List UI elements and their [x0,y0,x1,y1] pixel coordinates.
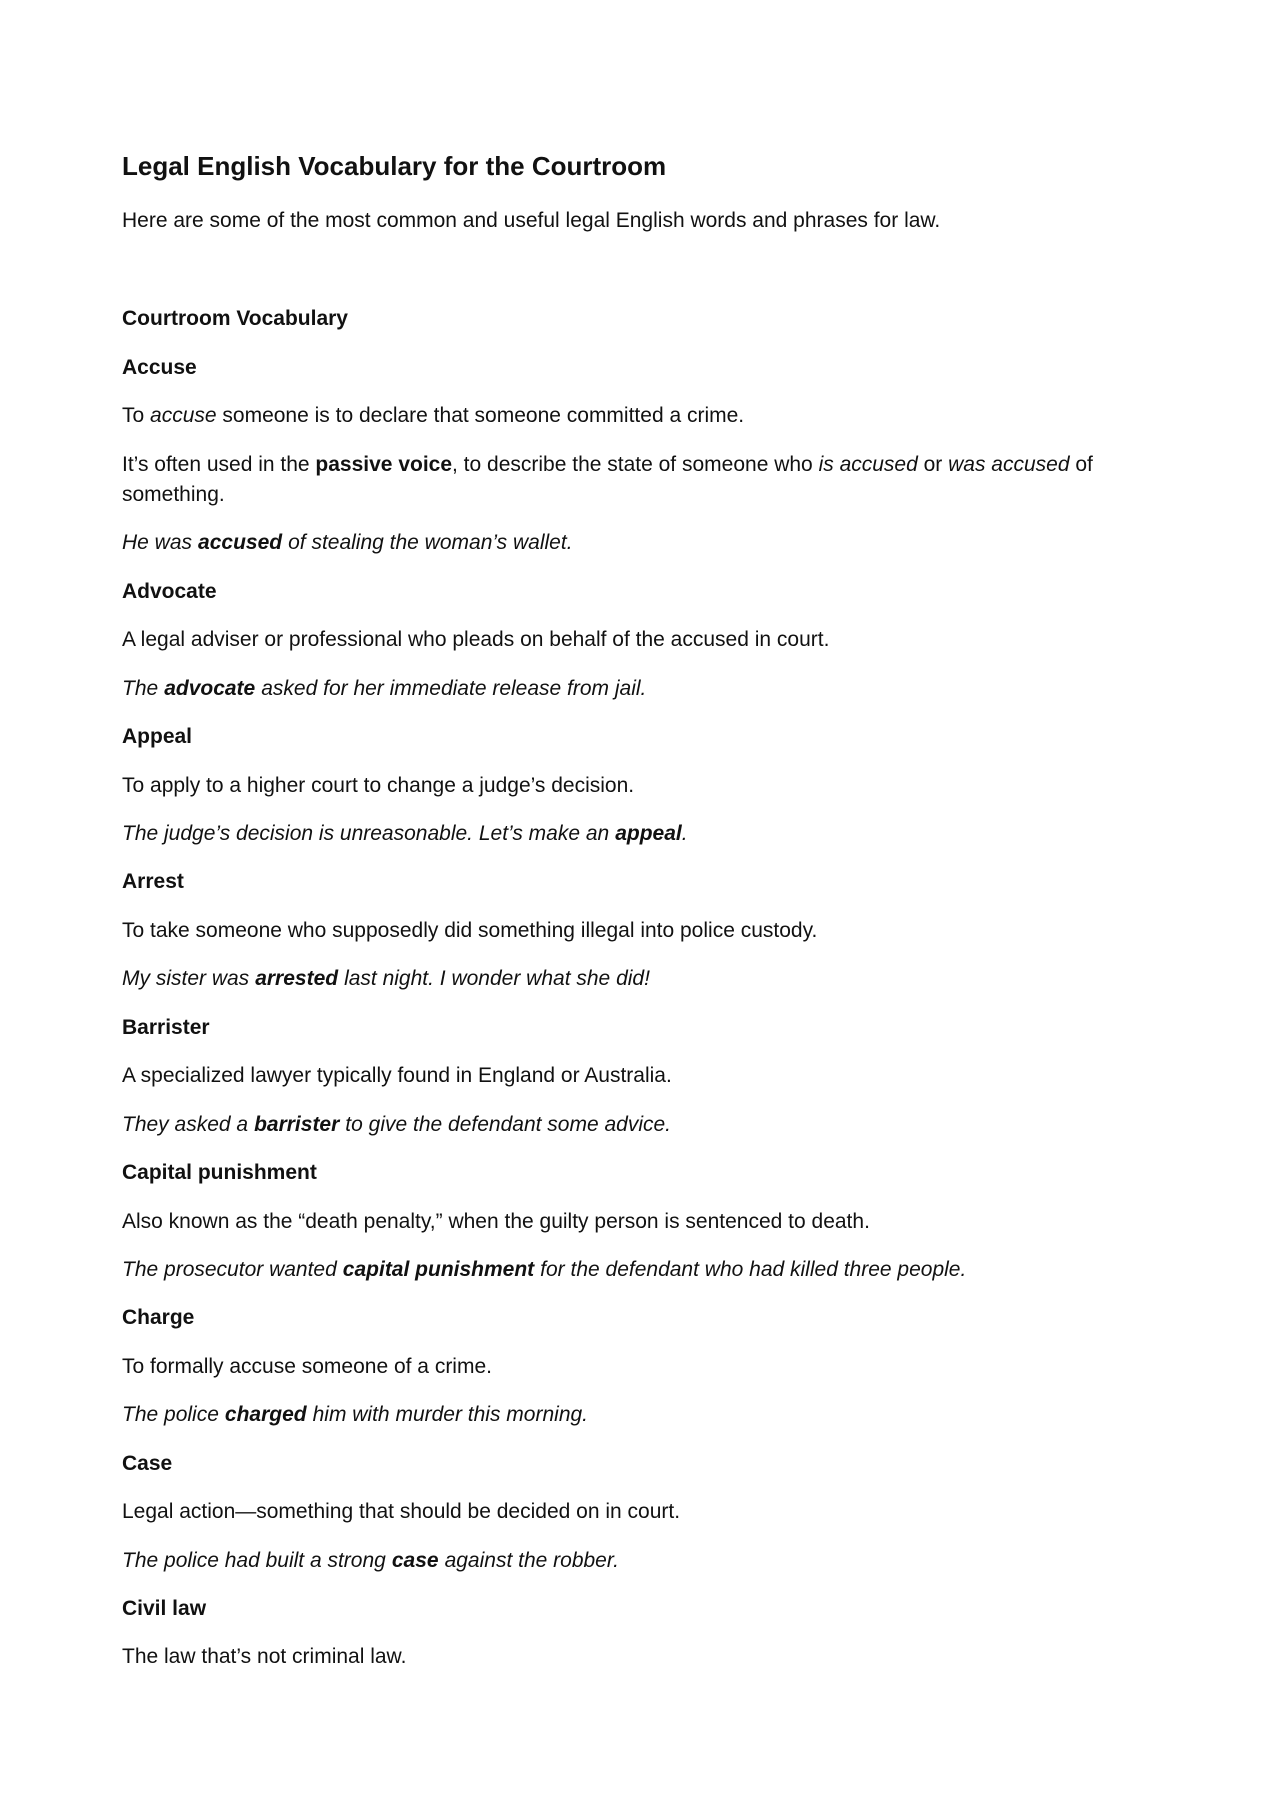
entry-definition: A specialized lawyer typically found in England or Australia. [122,1064,672,1088]
entry-term: Capital punishment [122,1161,317,1185]
entry-definition: To take someone who supposedly did something illegal into police custody. [122,918,818,942]
entry-definition: Also known as the “death penalty,” when the guilty person is sentenced to death. [122,1209,870,1233]
entry-definition: A legal adviser or professional who pleads on behalf of the accused in court. [122,628,830,652]
entry-definition: To apply to a higher court to change a judge’s decision. [122,773,635,797]
entry-term: Accuse [122,355,197,379]
entry-term: Civil law [122,1597,207,1621]
section-heading: Courtroom Vocabulary [122,307,348,331]
entry-civil-law [122,1594,1142,1673]
entry-example: The police had built a strong case against the robber. [122,1548,619,1572]
entry-advocate [122,577,1142,704]
entry-term: Appeal [122,725,193,749]
entry-term: Case [122,1451,173,1475]
entry-definition: The law that’s not criminal law. [122,1645,407,1669]
entry-example: They asked a barrister to give the defendant some advice. [122,1112,672,1136]
entry-definition: To accuse someone is to declare that someone committed a crime. [122,404,745,428]
entry-term: Advocate [122,579,217,603]
entry-definition: Legal action—something that should be decided on in court. [122,1500,681,1524]
entry-accuse [122,353,1142,559]
entry-term: Charge [122,1306,195,1330]
entry-example: The advocate asked for her immediate release from jail. [122,676,647,700]
entry-definition: To formally accuse someone of a crime. [122,1354,492,1378]
entry-example: The police charged him with murder this morning. [122,1403,589,1427]
entry-example: The judge’s decision is unreasonable. Let’s make an appeal. [122,822,688,846]
entry-example: My sister was arrested last night. I wonder what she did! [122,967,650,991]
entry-capital-punishment [122,1158,1142,1285]
entry-term: Barrister [122,1015,210,1039]
entry-term: Arrest [122,870,184,894]
document-title: Legal English Vocabulary for the Courtroom [122,151,667,181]
entry-case [122,1449,1142,1576]
entry-example: The prosecutor wanted capital punishment for the defendant who had killed three people. [122,1257,967,1281]
entry-barrister [122,1013,1142,1140]
document-page [122,150,1142,1691]
entry-charge [122,1303,1142,1430]
entry-example: He was accused of stealing the woman’s wallet. [122,531,573,555]
intro-paragraph: Here are some of the most common and useful legal English words and phrases for law. [122,208,941,232]
entry-appeal [122,722,1142,849]
entry-arrest [122,867,1142,994]
entry-definition-note: It’s often used in the passive voice, to describe the state of someone who is accused or was accused of something. [122,452,1093,506]
